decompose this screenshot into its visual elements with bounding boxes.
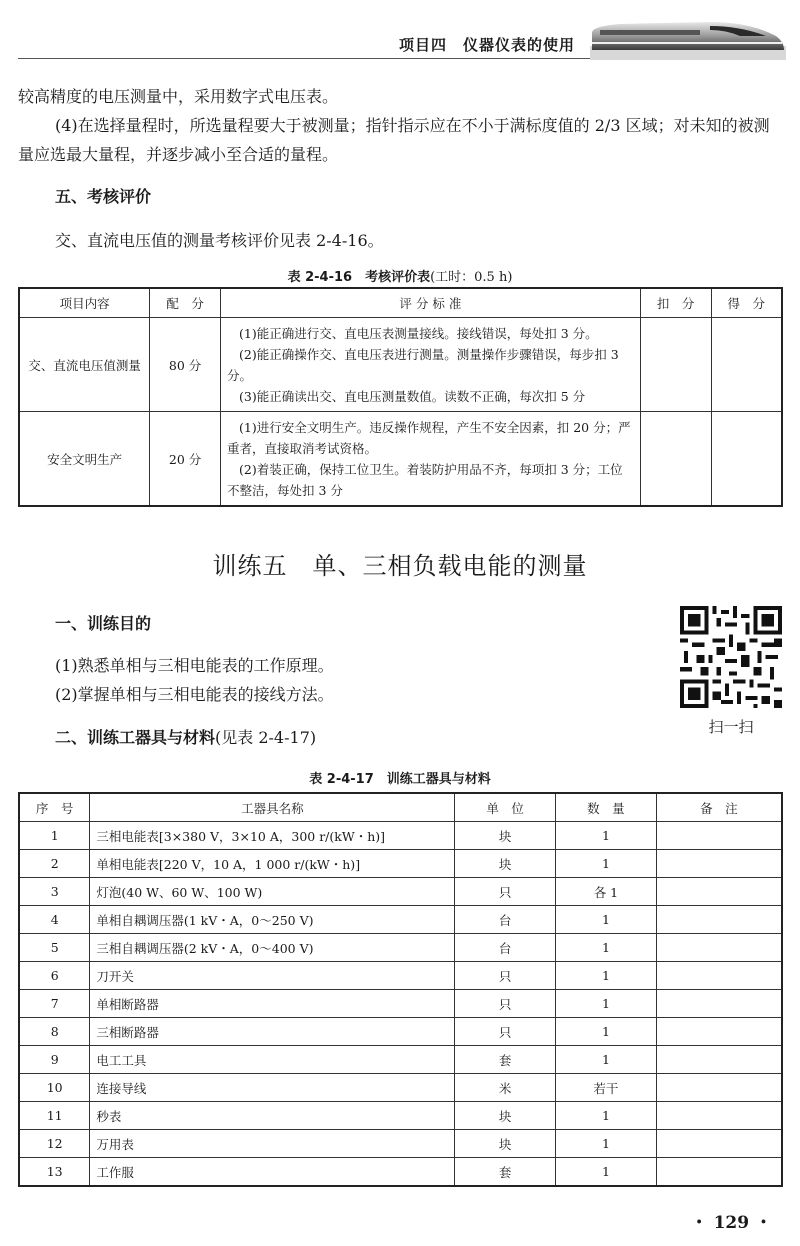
col-header: 配 分 (150, 288, 221, 318)
row-number-cell: 1 (19, 822, 90, 850)
paragraph-2: (4)在选择量程时，所选量程要大于被测量；指针指示应在不小于满标度值的 2/3 区域；对未知的被测量应选最大量程，并逐步减小至合适的量程。 (18, 116, 770, 164)
note-cell (656, 878, 782, 906)
note-cell (656, 850, 782, 878)
page-header (0, 0, 800, 62)
col-header: 数 量 (556, 793, 657, 822)
unit-cell: 块 (455, 1102, 556, 1130)
quantity-cell: 1 (556, 1018, 657, 1046)
note-cell (656, 1046, 782, 1074)
table-row (19, 990, 782, 1018)
criteria-cell (221, 318, 641, 412)
table-row (19, 822, 782, 850)
quantity-cell: 1 (556, 1130, 657, 1158)
assessment-table (18, 287, 783, 507)
tool-name-cell: 三相自耦调压器(2 kV・A，0～400 V) (90, 934, 455, 962)
table-header-row (19, 288, 782, 318)
note-cell (656, 1102, 782, 1130)
table-row (19, 412, 782, 507)
criteria-line: (1)能正确进行交、直电压表测量接线。接线错误，每处扣 3 分。 (239, 325, 598, 341)
unit-cell: 只 (455, 878, 556, 906)
criteria-line: (1)进行安全文明生产。违反操作规程，产生不安全因素，扣 20 分；严重者，直接取消考试资格。 (227, 419, 631, 456)
note-cell (656, 1018, 782, 1046)
row-number-cell: 9 (19, 1046, 90, 1074)
score-cell: 20 分 (150, 412, 221, 507)
quantity-cell: 1 (556, 850, 657, 878)
note-cell (656, 1130, 782, 1158)
section-title: 训练五 单、三相负载电能的测量 (212, 552, 588, 580)
tools-heading-bold: 二、训练工器具与材料 (55, 728, 216, 747)
table-row (19, 318, 782, 412)
score-cell: 80 分 (150, 318, 221, 412)
tool-name-cell: 单相自耦调压器(1 kV・A，0～250 V) (90, 906, 455, 934)
col-header: 备 注 (656, 793, 782, 822)
quantity-cell: 1 (556, 934, 657, 962)
row-number-cell: 12 (19, 1130, 90, 1158)
unit-cell: 套 (455, 1158, 556, 1187)
earned-cell (711, 412, 782, 507)
table1-caption-note: (工时：0.5 h) (430, 270, 513, 285)
unit-cell: 块 (455, 1130, 556, 1158)
table-row (19, 906, 782, 934)
note-cell (656, 1158, 782, 1187)
train-icon (590, 6, 786, 60)
col-header: 扣 分 (640, 288, 711, 318)
criteria-line: (2)着装正确，保持工位卫生。着装防护用品不齐，每项扣 3 分；工位不整洁，每处扣 3 分 (227, 461, 623, 498)
row-number-cell: 7 (19, 990, 90, 1018)
table-row (19, 1130, 782, 1158)
quantity-cell: 1 (556, 1158, 657, 1187)
note-cell (656, 1074, 782, 1102)
section-heading-5: 五、考核评价 (55, 187, 152, 206)
table-row (19, 1046, 782, 1074)
item-cell: 安全文明生产 (19, 412, 150, 507)
unit-cell: 米 (455, 1074, 556, 1102)
quantity-cell: 若干 (556, 1074, 657, 1102)
note-cell (656, 822, 782, 850)
quantity-cell: 1 (556, 962, 657, 990)
row-number-cell: 11 (19, 1102, 90, 1130)
tool-name-cell: 三相电能表[3×380 V，3×10 A，300 r/(kW・h)] (90, 822, 455, 850)
col-header: 序 号 (19, 793, 90, 822)
col-header: 单 位 (455, 793, 556, 822)
table-row (19, 1158, 782, 1187)
tool-name-cell: 万用表 (90, 1130, 455, 1158)
unit-cell: 台 (455, 906, 556, 934)
unit-cell: 只 (455, 1018, 556, 1046)
deduct-cell (640, 318, 711, 412)
quantity-cell: 1 (556, 1046, 657, 1074)
tool-name-cell: 单相断路器 (90, 990, 455, 1018)
note-cell (656, 962, 782, 990)
tool-name-cell: 刀开关 (90, 962, 455, 990)
note-cell (656, 934, 782, 962)
table-row (19, 1018, 782, 1046)
quantity-cell: 1 (556, 906, 657, 934)
row-number-cell: 8 (19, 1018, 90, 1046)
criteria-line: (3)能正确读出交、直电压测量数值。读数不正确，每次扣 5 分 (239, 388, 586, 404)
qr-label: 扫一扫 (708, 718, 754, 736)
paragraph-3: 交、直流电压值的测量考核评价见表 2-4-16。 (55, 231, 384, 250)
unit-cell: 台 (455, 934, 556, 962)
tool-name-cell: 三相断路器 (90, 1018, 455, 1046)
purpose-heading: 一、训练目的 (55, 614, 152, 633)
table1-caption (0, 266, 800, 285)
row-number-cell: 5 (19, 934, 90, 962)
quantity-cell: 1 (556, 990, 657, 1018)
row-number-cell: 6 (19, 962, 90, 990)
tool-name-cell: 单相电能表[220 V，10 A，1 000 r/(kW・h)] (90, 850, 455, 878)
note-cell (656, 990, 782, 1018)
row-number-cell: 3 (19, 878, 90, 906)
header-rule (18, 58, 608, 59)
tools-table (18, 792, 783, 1187)
paragraph-1: 较高精度的电压测量中，采用数字式电压表。 (18, 87, 339, 106)
tool-name-cell: 工作服 (90, 1158, 455, 1187)
qr-code-icon[interactable] (680, 606, 782, 708)
purpose-item-2: (2)掌握单相与三相电能表的接线方法。 (55, 685, 334, 704)
col-header: 得 分 (711, 288, 782, 318)
deduct-cell (640, 412, 711, 507)
table1-caption-title: 表 2-4-16 考核评价表 (287, 270, 431, 285)
unit-cell: 块 (455, 850, 556, 878)
table-row (19, 1074, 782, 1102)
table-row (19, 878, 782, 906)
quantity-cell: 1 (556, 822, 657, 850)
tool-name-cell: 灯泡(40 W、60 W、100 W) (90, 878, 455, 906)
unit-cell: 只 (455, 990, 556, 1018)
table-row (19, 934, 782, 962)
quantity-cell: 1 (556, 1102, 657, 1130)
tool-name-cell: 秒表 (90, 1102, 455, 1130)
row-number-cell: 13 (19, 1158, 90, 1187)
tools-heading (55, 725, 316, 748)
table-header-row (19, 793, 782, 822)
row-number-cell: 4 (19, 906, 90, 934)
table-row (19, 962, 782, 990)
table-row (19, 850, 782, 878)
earned-cell (711, 318, 782, 412)
page-number: ・ 129 ・ (690, 1213, 772, 1233)
quantity-cell: 各 1 (556, 878, 657, 906)
row-number-cell: 10 (19, 1074, 90, 1102)
unit-cell: 只 (455, 962, 556, 990)
item-cell: 交、直流电压值测量 (19, 318, 150, 412)
criteria-line: (2)能正确操作交、直电压表进行测量。测量操作步骤错误，每步扣 3 分。 (227, 346, 619, 383)
tool-name-cell: 连接导线 (90, 1074, 455, 1102)
unit-cell: 块 (455, 822, 556, 850)
row-number-cell: 2 (19, 850, 90, 878)
col-header: 评 分 标 准 (221, 288, 641, 318)
criteria-cell (221, 412, 641, 507)
header-title: 项目四 仪器仪表的使用 (398, 36, 575, 54)
tool-name-cell: 电工工具 (90, 1046, 455, 1074)
purpose-item-1: (1)熟悉单相与三相电能表的工作原理。 (55, 656, 334, 675)
table-row (19, 1102, 782, 1130)
col-header: 项目内容 (19, 288, 150, 318)
table2-caption: 表 2-4-17 训练工器具与材料 (309, 772, 491, 787)
col-header: 工器具名称 (90, 793, 455, 822)
unit-cell: 套 (455, 1046, 556, 1074)
tools-table-body (19, 822, 782, 1187)
tools-heading-note: (见表 2-4-17) (215, 728, 317, 747)
note-cell (656, 906, 782, 934)
